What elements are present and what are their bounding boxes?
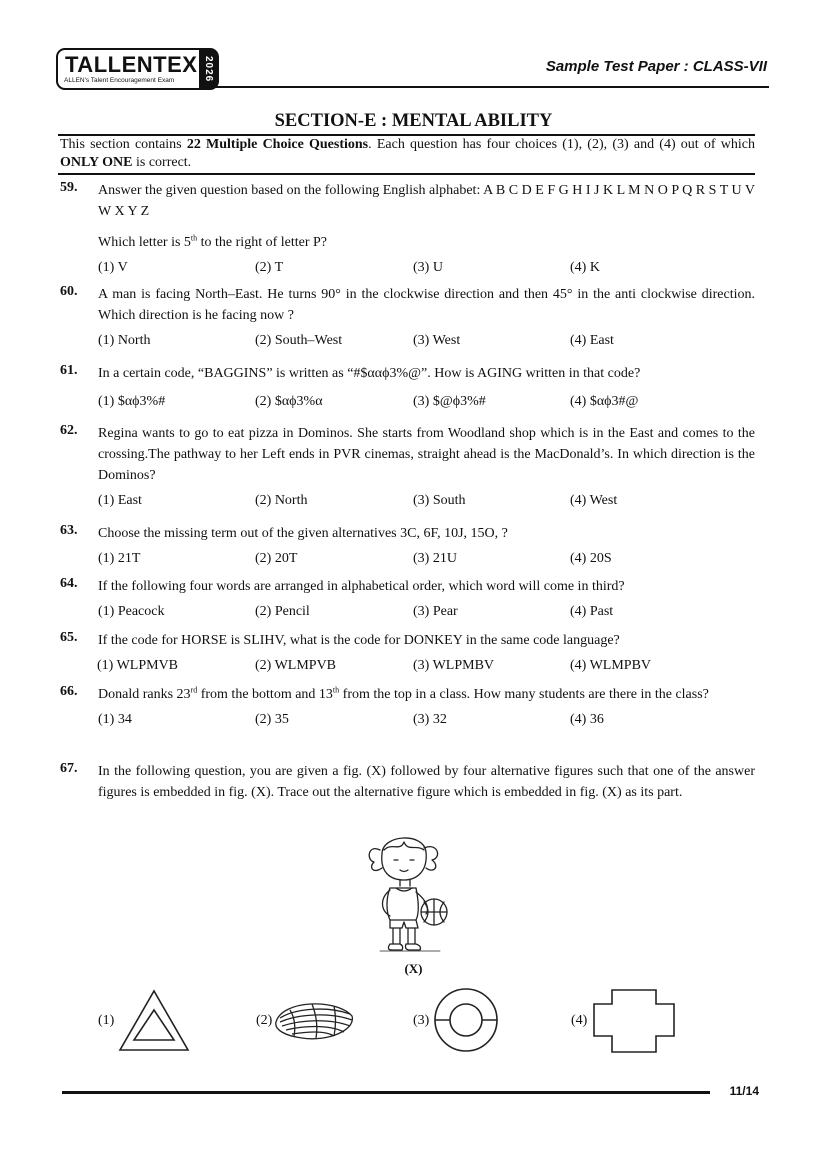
question-61 bbox=[60, 363, 755, 414]
question-number: 59. bbox=[60, 180, 78, 195]
question-text: Donald ranks 23rd from the bottom and 13th from the top in a class. How many students are there in the class? bbox=[98, 685, 709, 702]
section-divider-bottom bbox=[58, 173, 755, 175]
option-2[interactable]: (2) Pencil bbox=[255, 604, 310, 619]
answer-figure-label-4: (4) bbox=[571, 1013, 588, 1028]
option-3[interactable]: (3) 21U bbox=[413, 551, 457, 566]
option-3[interactable]: (3) South bbox=[413, 493, 466, 508]
question-67 bbox=[60, 761, 755, 803]
ring-icon[interactable] bbox=[432, 986, 500, 1054]
question-62 bbox=[60, 423, 755, 513]
question-text: In the following question, you are given a fig. (X) followed by four alternative figures such that one of the answer figures is embedded in fig. (X). Trace out the alternative figure which is embedded in fig. (X) as its part. bbox=[98, 764, 755, 800]
options-row bbox=[60, 604, 755, 624]
option-4[interactable]: (4) $αϕ3#@ bbox=[570, 394, 639, 409]
logo-tagline: ALLEN's Talent Encouragement Exam bbox=[64, 77, 175, 84]
option-2[interactable]: (2) 20T bbox=[255, 551, 298, 566]
option-2[interactable]: (2) WLMPVB bbox=[255, 658, 337, 673]
figure-x-label: (X) bbox=[404, 961, 423, 976]
option-2[interactable]: (2) $αϕ3%α bbox=[255, 394, 323, 409]
option-4[interactable]: (4) West bbox=[570, 493, 618, 508]
option-2[interactable]: (2) 35 bbox=[255, 712, 289, 727]
striped-leaf-icon[interactable] bbox=[272, 996, 356, 1044]
cross-shape-icon[interactable] bbox=[592, 988, 676, 1054]
footer-divider bbox=[62, 1091, 710, 1094]
question-number: 66. bbox=[60, 684, 78, 699]
question-number: 65. bbox=[60, 630, 78, 645]
option-1[interactable]: (1) $αϕ3%# bbox=[98, 394, 166, 409]
tallentex-logo bbox=[56, 48, 219, 90]
options-row bbox=[60, 493, 755, 513]
question-number: 67. bbox=[60, 761, 78, 776]
question-65 bbox=[60, 630, 755, 678]
option-4[interactable]: (4) East bbox=[570, 333, 614, 348]
option-1[interactable]: (1) North bbox=[98, 333, 151, 348]
page-number: 11/14 bbox=[729, 1084, 759, 1098]
option-1[interactable]: (1) V bbox=[98, 260, 128, 275]
question-subtext: Which letter is 5th to the right of letter P? bbox=[98, 233, 328, 250]
question-60 bbox=[60, 284, 755, 353]
option-4[interactable]: (4) Past bbox=[570, 604, 614, 619]
option-4[interactable]: (4) 20S bbox=[570, 551, 612, 566]
logo-year-badge: 2026 bbox=[199, 50, 217, 88]
option-1[interactable]: (1) 21T bbox=[98, 551, 141, 566]
options-row bbox=[60, 394, 755, 414]
question-text: Choose the missing term out of the given alternatives 3C, 6F, 10J, 15O, ? bbox=[98, 526, 508, 541]
option-1[interactable]: (1) East bbox=[98, 493, 142, 508]
question-63 bbox=[60, 523, 755, 571]
options-row bbox=[60, 333, 755, 353]
option-3[interactable]: (3) 32 bbox=[413, 712, 447, 727]
option-1[interactable]: (1) WLPMVB bbox=[97, 658, 179, 673]
question-number: 63. bbox=[60, 523, 78, 538]
option-2[interactable]: (2) T bbox=[255, 260, 284, 275]
question-59 bbox=[60, 180, 755, 280]
option-2[interactable]: (2) North bbox=[255, 493, 308, 508]
question-number: 61. bbox=[60, 363, 78, 378]
option-3[interactable]: (3) $@ϕ3%# bbox=[413, 394, 486, 409]
section-instructions: This section contains 22 Multiple Choice Questions. Each question has four choices (1), (2), (3) and (4) out of which ONLY ONE is correct. bbox=[60, 137, 755, 170]
option-2[interactable]: (2) South–West bbox=[255, 333, 343, 348]
option-3[interactable]: (3) U bbox=[413, 260, 443, 275]
figure-x-girl-with-ball bbox=[360, 828, 455, 953]
option-3[interactable]: (3) WLPMBV bbox=[413, 658, 495, 673]
question-number: 64. bbox=[60, 576, 78, 591]
question-text: Regina wants to go to eat pizza in Dominos. She starts from Woodland shop which is in the East and comes to the crossing.The pathway to her Left ends in PVR cinemas, straight ahead is the MacDonald’s. In which direction is the Dominos? bbox=[98, 426, 755, 483]
option-4[interactable]: (4) WLMPBV bbox=[570, 658, 652, 673]
question-text: In a certain code, “BAGGINS” is written as “#$ααϕ3%@”. How is AGING written in that code? bbox=[98, 366, 641, 381]
option-1[interactable]: (1) 34 bbox=[98, 712, 132, 727]
option-3[interactable]: (3) Pear bbox=[413, 604, 458, 619]
header-divider bbox=[205, 86, 769, 88]
answer-figure-label-3: (3) bbox=[413, 1013, 430, 1028]
question-number: 60. bbox=[60, 284, 78, 299]
option-4[interactable]: (4) K bbox=[570, 260, 600, 275]
question-text: A man is facing North–East. He turns 90° in the clockwise direction and then 45° in the anti clockwise direction. Which direction is he facing now ? bbox=[98, 287, 755, 323]
paper-title: Sample Test Paper : CLASS-VII bbox=[545, 58, 767, 75]
question-64 bbox=[60, 576, 755, 624]
option-4[interactable]: (4) 36 bbox=[570, 712, 604, 727]
section-title: SECTION-E : MENTAL ABILITY bbox=[274, 111, 553, 131]
answer-figure-label-1: (1) bbox=[98, 1013, 115, 1028]
logo-wordmark: TALLENTEX bbox=[65, 52, 198, 77]
options-row bbox=[60, 260, 755, 280]
question-text: If the following four words are arranged in alphabetical order, which word will come in third? bbox=[98, 579, 625, 594]
option-1[interactable]: (1) Peacock bbox=[98, 604, 165, 619]
answer-figure-label-2: (2) bbox=[256, 1013, 273, 1028]
question-number: 62. bbox=[60, 423, 78, 438]
options-row bbox=[60, 712, 755, 732]
options-row bbox=[60, 658, 755, 678]
question-text: Answer the given question based on the following English alphabet: A B C D E F G H I J K L M N O P Q R S T U V W X Y Z bbox=[98, 183, 755, 219]
option-3[interactable]: (3) West bbox=[413, 333, 461, 348]
question-66 bbox=[60, 684, 755, 732]
question-text: If the code for HORSE is SLIHV, what is the code for DONKEY in the same code language? bbox=[98, 633, 620, 648]
triangle-icon[interactable] bbox=[118, 988, 190, 1052]
options-row bbox=[60, 551, 755, 571]
